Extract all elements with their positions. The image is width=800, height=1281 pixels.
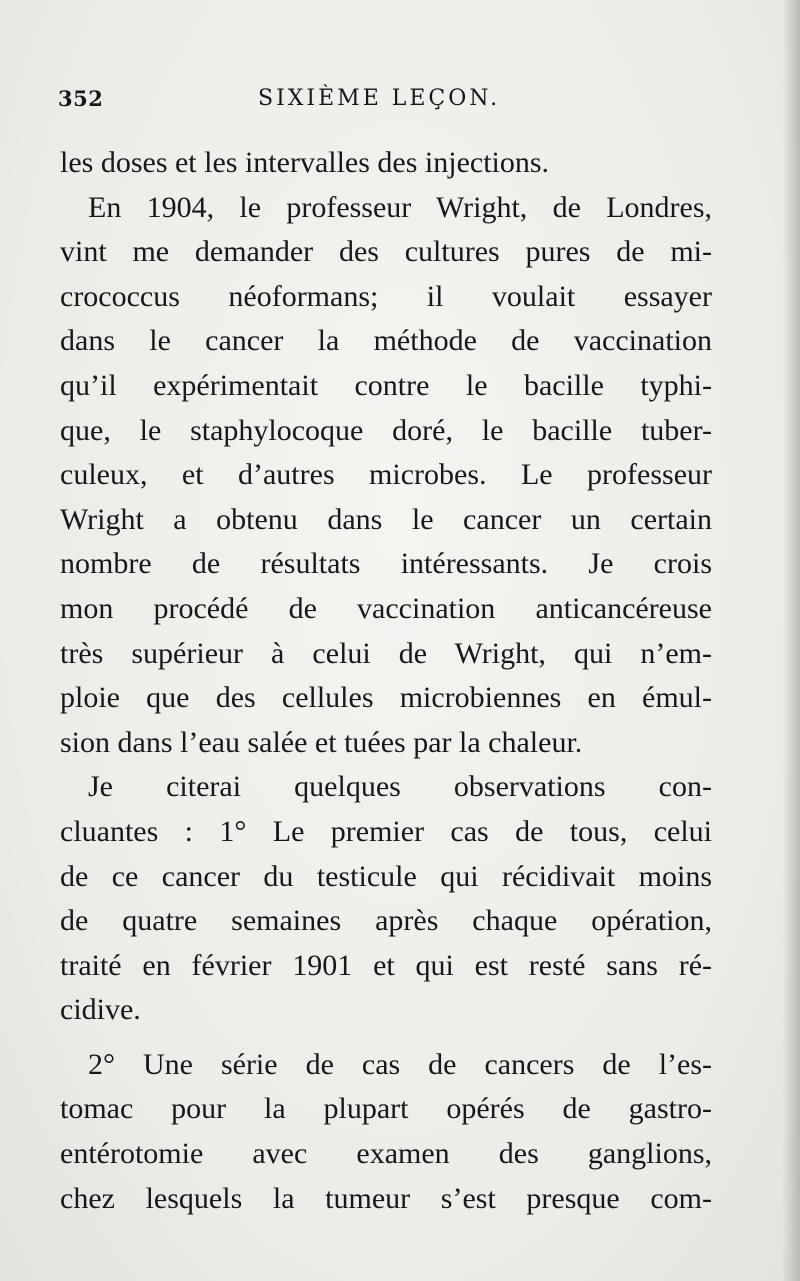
text-line: nombre de résultats intéressants. Je crois [60, 547, 712, 581]
body-text [60, 141, 712, 1221]
text-line: entérotomie avec examen des ganglions, [60, 1137, 712, 1171]
text-line: dans le cancer la méthode de vaccination [60, 324, 712, 358]
text-line: culeux, et d’autres microbes. Le professeur [60, 458, 712, 492]
text-line: ploie que des cellules microbiennes en émul- [60, 681, 712, 715]
text-line: que, le staphylocoque doré, le bacille tuber- [60, 413, 712, 447]
text-line: cidive. [60, 993, 141, 1027]
page-header [58, 86, 718, 116]
text-line: très supérieur à celui de Wright, qui n’em- [60, 636, 712, 670]
text-line: crococcus néoformans; il voulait essayer [60, 279, 712, 313]
text-line: traité en février 1901 et qui est resté sans ré- [60, 948, 712, 982]
text-line: tomac pour la plupart opérés de gastro- [60, 1092, 712, 1126]
text-line: En 1904, le professeur Wright, de Londres, [88, 190, 712, 224]
paragraph-gap [60, 1033, 712, 1043]
text-line: de quatre semaines après chaque opération, [60, 904, 712, 938]
text-line: vint me demander des cultures pures de mi- [60, 235, 712, 269]
page-number: 352 [58, 86, 104, 111]
text-line: les doses et les intervalles des injections. [60, 146, 550, 179]
text-line: Wright a obtenu dans le cancer un certain [60, 502, 712, 536]
text-line: Je citerai quelques observations con- [88, 770, 712, 804]
text-line: cluantes : 1° Le premier cas de tous, celui [60, 814, 712, 848]
running-head: SIXIÈME LEÇON. [258, 86, 501, 111]
text-line: de ce cancer du testicule qui récidivait moins [60, 859, 712, 893]
text-line: 2° Une série de cas de cancers de l’es- [88, 1047, 712, 1081]
text-line: mon procédé de vaccination anticancéreuse [60, 591, 712, 625]
text-line: chez lesquels la tumeur s’est presque com- [60, 1181, 712, 1215]
text-line: sion dans l’eau salée et tuées par la chaleur. [60, 725, 583, 759]
page-edge-shadow [782, 0, 800, 1281]
text-line: qu’il expérimentait contre le bacille typhi- [60, 368, 712, 402]
